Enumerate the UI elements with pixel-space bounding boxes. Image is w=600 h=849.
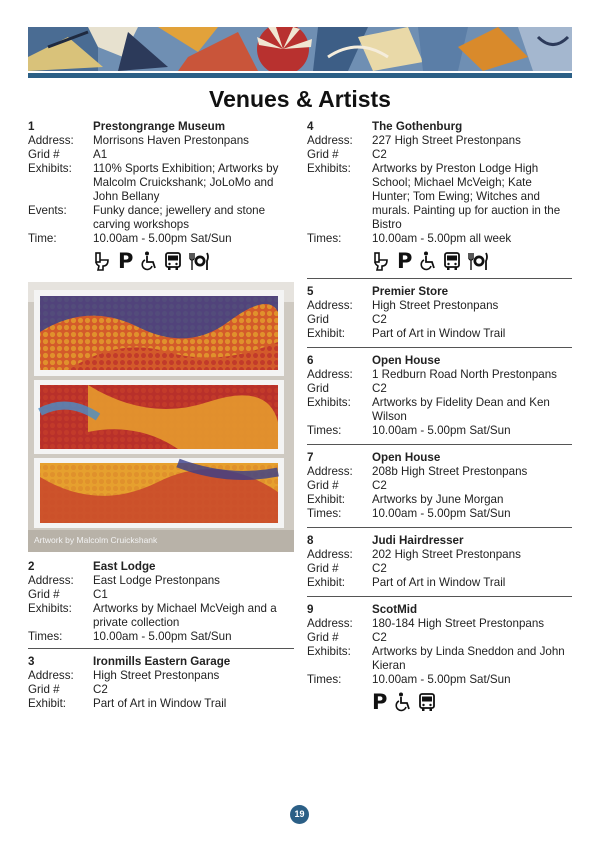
field-label: Exhibits: xyxy=(28,602,72,615)
amenity-icons xyxy=(372,691,572,713)
field-label: Exhibit: xyxy=(307,493,346,506)
field-label: Time: xyxy=(28,232,57,245)
artwork-photo xyxy=(28,282,294,552)
field-label: Address: xyxy=(307,465,353,478)
field-label: Address: xyxy=(307,134,353,147)
venue-number: 7 xyxy=(307,451,314,464)
amenity-icons xyxy=(372,250,572,272)
field-label: Address: xyxy=(307,368,353,381)
field-value: Artworks by June Morgan xyxy=(372,493,504,506)
venue-1 xyxy=(28,120,294,272)
field-label: Exhibit: xyxy=(307,576,346,589)
field-value: Morrisons Haven Prestonpans xyxy=(93,134,249,147)
field-value: A1 xyxy=(93,148,108,161)
field-value: 1 Redburn Road North Prestonpans xyxy=(372,368,557,381)
page-number: 19 xyxy=(290,805,309,824)
venue-number: 1 xyxy=(28,120,35,133)
field-label: Times: xyxy=(307,232,342,245)
parking-icon: P xyxy=(397,249,413,273)
field-value: High Street Prestonpans xyxy=(372,299,499,312)
venue-name: The Gothenburg xyxy=(372,120,463,133)
field-value: C1 xyxy=(93,588,108,601)
field-label: Exhibits: xyxy=(307,396,351,409)
wheelchair-icon xyxy=(394,692,412,712)
venue-number: 5 xyxy=(307,285,314,298)
field-value: 10.00am - 5.00pm Sat/Sun xyxy=(93,232,232,245)
field-label: Grid # xyxy=(28,588,60,601)
field-value: Artworks by Preston Lodge High School; Michael McVeigh; Kate Hunter; Tom Ewing; Witches and murals. Painting up for auction in the Bistro xyxy=(372,162,561,231)
bus-icon xyxy=(165,251,181,271)
venue-2 xyxy=(28,560,294,644)
field-value: 10.00am - 5.00pm Sat/Sun xyxy=(372,507,511,520)
venue-number: 3 xyxy=(28,655,35,668)
field-value: Part of Art in Window Trail xyxy=(372,576,506,589)
field-value: Artworks by Linda Sneddon and John Kieran xyxy=(372,645,565,672)
field-value: Artworks by Fidelity Dean and Ken Wilson xyxy=(372,396,550,423)
field-label: Exhibits: xyxy=(28,162,72,175)
venue-name: Premier Store xyxy=(372,285,449,298)
field-label: Exhibit: xyxy=(28,697,67,710)
field-value: 10.00am - 5.00pm Sat/Sun xyxy=(372,424,511,437)
parking-icon: P xyxy=(372,690,388,714)
field-value: Part of Art in Window Trail xyxy=(372,327,506,340)
venue-8 xyxy=(307,534,572,597)
field-label: Address: xyxy=(307,617,353,630)
field-value: 10.00am - 5.00pm all week xyxy=(372,232,512,245)
venue-name: East Lodge xyxy=(93,560,156,573)
bus-icon xyxy=(444,251,460,271)
field-label: Address: xyxy=(28,574,74,587)
field-label: Grid # xyxy=(28,148,60,161)
field-label: Grid xyxy=(307,313,329,326)
field-label: Grid xyxy=(307,382,329,395)
field-label: Address: xyxy=(28,134,74,147)
venue-3 xyxy=(28,655,294,711)
header-banner-image xyxy=(28,27,572,71)
field-value: 10.00am - 5.00pm Sat/Sun xyxy=(93,630,232,643)
field-value: Funky dance; jewellery and stone carving workshops xyxy=(93,204,266,231)
divider xyxy=(28,648,294,649)
field-value: East Lodge Prestonpans xyxy=(93,574,220,587)
field-label: Exhibits: xyxy=(307,162,351,175)
bus-icon xyxy=(419,692,435,712)
field-value: C2 xyxy=(372,631,387,644)
field-value: Artworks by Michael McVeigh and a private collection xyxy=(93,602,277,629)
venue-4 xyxy=(307,120,572,279)
field-label: Address: xyxy=(28,669,74,682)
field-value: Part of Art in Window Trail xyxy=(93,697,227,710)
field-label: Grid # xyxy=(307,631,339,644)
venue-name: Open House xyxy=(372,451,441,464)
field-value: High Street Prestonpans xyxy=(93,669,220,682)
field-value: 180-184 High Street Prestonpans xyxy=(372,617,545,630)
field-value: C2 xyxy=(372,313,387,326)
field-value: C2 xyxy=(372,148,387,161)
venue-name: Ironmills Eastern Garage xyxy=(93,655,231,668)
venue-name: Prestongrange Museum xyxy=(93,120,226,133)
field-value: 202 High Street Prestonpans xyxy=(372,548,521,561)
venue-number: 6 xyxy=(307,354,314,367)
field-label: Times: xyxy=(307,507,342,520)
toilet-icon xyxy=(93,251,111,271)
page-title: Venues & Artists xyxy=(209,86,391,112)
header-rule xyxy=(28,73,572,78)
photo-caption: Artwork by Malcolm Cruickshank xyxy=(34,535,158,545)
wheelchair-icon xyxy=(419,251,437,271)
field-label: Address: xyxy=(307,548,353,561)
venue-name: Judi Hairdresser xyxy=(372,534,464,547)
left-column xyxy=(28,120,294,717)
venue-5 xyxy=(307,285,572,348)
wheelchair-icon xyxy=(140,251,158,271)
right-column xyxy=(307,120,572,719)
food-icon xyxy=(467,251,489,271)
venue-name: ScotMid xyxy=(372,603,418,616)
field-value: C2 xyxy=(372,382,387,395)
field-label: Grid # xyxy=(28,683,60,696)
venue-9 xyxy=(307,603,572,713)
field-label: Times: xyxy=(28,630,63,643)
field-value: 110% Sports Exhibition; Artworks by Malcolm Cruickshank; JoLoMo and John Bellany xyxy=(93,162,279,203)
field-label: Exhibits: xyxy=(307,645,351,658)
field-label: Grid # xyxy=(307,479,339,492)
venue-number: 4 xyxy=(307,120,314,133)
venue-number: 8 xyxy=(307,534,314,547)
field-value: 10.00am - 5.00pm Sat/Sun xyxy=(372,673,511,686)
parking-icon: P xyxy=(118,249,134,273)
field-value: 227 High Street Prestonpans xyxy=(372,134,521,147)
food-icon xyxy=(188,251,210,271)
toilet-icon xyxy=(372,251,390,271)
venue-number: 2 xyxy=(28,560,35,573)
field-label: Grid # xyxy=(307,148,339,161)
amenity-icons xyxy=(93,250,294,272)
venue-6 xyxy=(307,354,572,445)
field-label: Exhibit: xyxy=(307,327,346,340)
field-label: Address: xyxy=(307,299,353,312)
field-value: C2 xyxy=(372,562,387,575)
venue-7 xyxy=(307,451,572,528)
field-value: 208b High Street Prestonpans xyxy=(372,465,528,478)
venue-number: 9 xyxy=(307,603,314,616)
field-label: Times: xyxy=(307,673,342,686)
field-label: Grid # xyxy=(307,562,339,575)
field-label: Times: xyxy=(307,424,342,437)
field-value: C2 xyxy=(93,683,108,696)
field-value: C2 xyxy=(372,479,387,492)
venue-name: Open House xyxy=(372,354,441,367)
field-label: Events: xyxy=(28,204,67,217)
